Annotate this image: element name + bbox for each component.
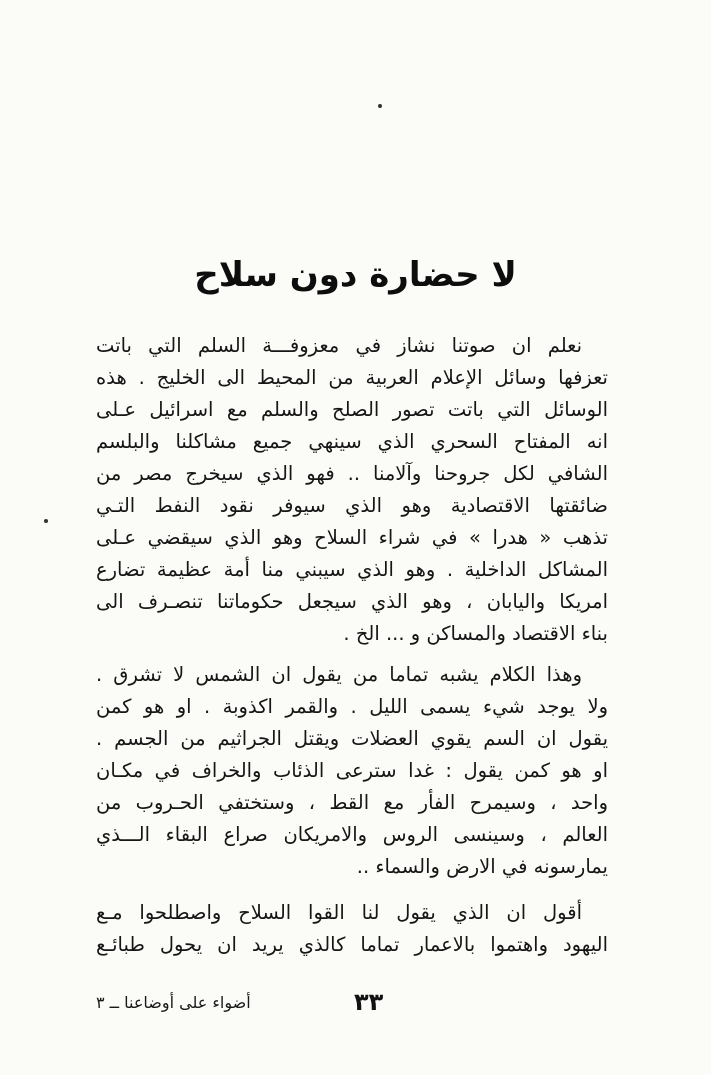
page-number: ٣٣ xyxy=(354,988,384,1016)
text-line: أقول ان الذي يقول لنا القوا السلاح واصطلحوا مـع xyxy=(96,901,582,924)
text-line: ولا يوجد شيء يسمى الليل . والقمر اكذوبة . او هو كمن xyxy=(96,695,608,718)
text-line: واحد ، وسيمرح الفأر مع القط ، وستختفي الحـروب من xyxy=(96,791,608,814)
ink-speck xyxy=(44,519,48,523)
text-line: المشاكل الداخلية . وهو الذي سيبني منا أمة عظيمة تضارع xyxy=(96,558,608,581)
text-line: ضائقتها الاقتصادية وهو الذي سيوفر نقود النفط التـي xyxy=(96,494,608,517)
page-title: لا حضارة دون سلاح xyxy=(194,254,517,295)
text-line: العالم ، وسينسى الروس والامريكان صراع البقاء الـــذي xyxy=(96,823,608,846)
text-line: يقول ان السم يقوي العضلات ويقتل الجراثيم من الجسم . xyxy=(96,727,608,750)
text-line: الوسائل التي باتت تصور الصلح والسلم مع اسرائيل عـلى xyxy=(96,398,608,421)
text-line: امريكا واليابان ، وهو الذي سيجعل حكوماتنا تنصـرف الى xyxy=(96,590,608,613)
text-line: تذهب « هدرا » في شراء السلاح وهو الذي سيقضي عـلى xyxy=(96,526,608,549)
page-footer xyxy=(96,985,608,1021)
text-line: تعزفها وسائل الإعلام العربية من المحيط الى الخليج . هذه xyxy=(96,366,608,389)
text-line: وهذا الكلام يشبه تماما من يقول ان الشمس لا تشرق . xyxy=(96,663,582,686)
text-line: نعلم ان صوتنا نشاز في معزوفـــة السلم التي باتت xyxy=(96,334,582,357)
paragraph xyxy=(96,659,608,883)
ink-speck xyxy=(378,104,382,108)
running-footer-title: أضواء على أوضاعنا ــ ٣ xyxy=(96,993,251,1012)
text-line: بناء الاقتصاد والمساكن و ... الخ . xyxy=(343,622,608,645)
text-line: او هو كمن يقول : غدا سترعى الذئاب والخراف في مكـان xyxy=(96,759,608,782)
text-line: الشافي لكل جروحنا وآلامنا .. فهو الذي سيخرج مصر من xyxy=(96,462,608,485)
text-line: اليهود واهتموا بالاعمار تماما كالذي يريد ان يحول طبائـع xyxy=(96,933,608,956)
text-line: يمارسونه في الارض والسماء .. xyxy=(356,855,608,878)
paragraph xyxy=(96,330,608,650)
text-line: انه المفتاح السحري الذي سينهي جميع مشاكلنا والبلسم xyxy=(96,430,608,453)
paragraph xyxy=(96,897,608,961)
